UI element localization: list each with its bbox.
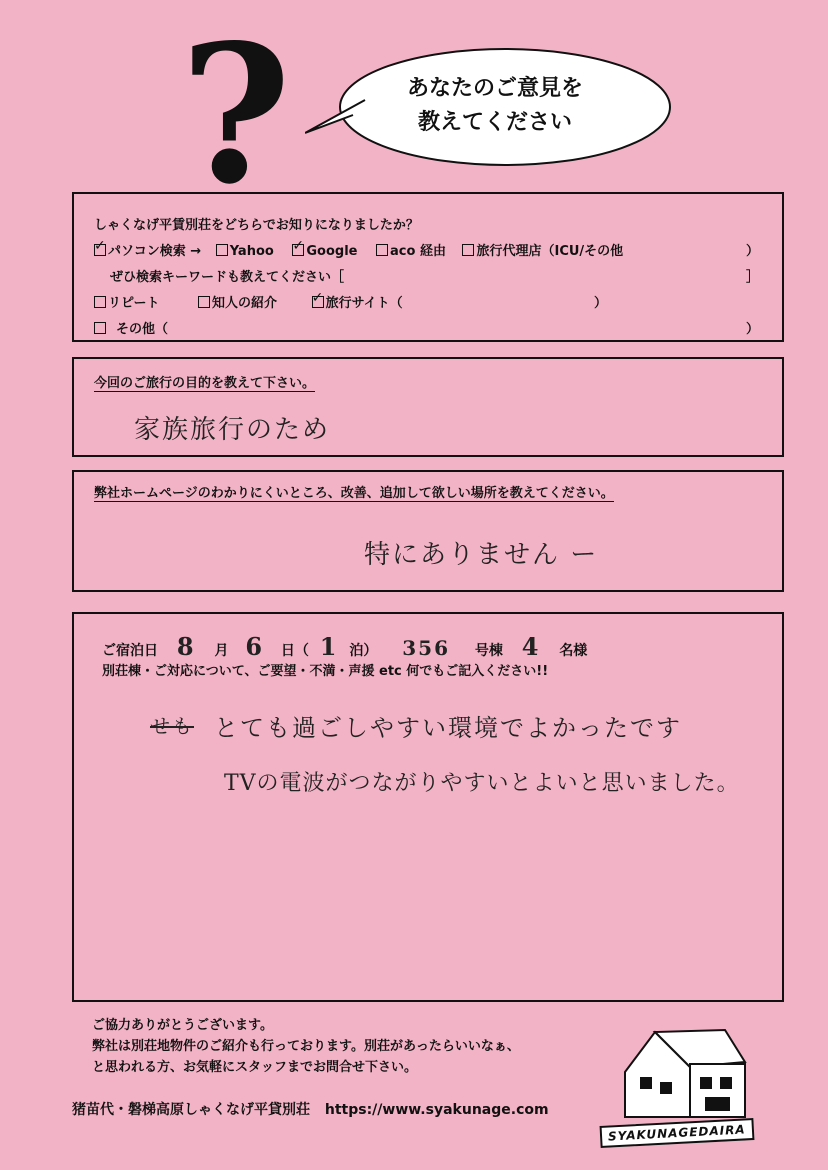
checkbox-other[interactable] (94, 322, 106, 334)
checkbox-repeat[interactable] (94, 296, 106, 308)
site-name: 猪苗代・磐梯高原しゃくなげ平貸別荘 (72, 1102, 310, 1118)
nights-label: 泊） (349, 643, 378, 659)
source-row-1 (94, 240, 623, 259)
option-other[interactable]: その他（ (94, 318, 168, 337)
section3-question: 弊社ホームページのわかりにくいところ、改善、追加して欲しい場所を教えてください。 (94, 482, 614, 502)
option-pc-search[interactable]: ✓パソコン検索 → (94, 244, 201, 259)
stay-prefix: ご宿泊日 (102, 643, 158, 659)
source-row-3 (94, 292, 403, 311)
travel-purpose-section (72, 357, 784, 457)
checkbox-travel-site[interactable] (312, 296, 324, 308)
bubble-line-2: 教えてください (417, 110, 572, 135)
checkbox-pc-search[interactable] (94, 244, 106, 256)
keyword-label: ぜひ検索キーワードも教えてください［ (110, 270, 345, 285)
answer-line-2[interactable]: TVの電波がつながりやすいとよいと思いました。 (224, 771, 740, 796)
other-close-paren: ） (746, 322, 760, 337)
section1-question: しゃくなげ平賃別荘をどちらでお知りになりましたか？ (94, 218, 419, 233)
room-value[interactable]: 356 (402, 636, 450, 660)
nights-value[interactable]: 1 (319, 632, 339, 661)
option-repeat[interactable]: リピート (94, 296, 159, 311)
footer-message (92, 1015, 520, 1078)
option-google[interactable]: ✓ Google (292, 244, 357, 259)
day-value[interactable]: 6 (245, 632, 265, 661)
option-aco[interactable]: aco 経由 (376, 244, 446, 259)
option-referral[interactable]: 知人の紹介 (198, 296, 277, 311)
bubble-line-1: あなたのご意見を (406, 76, 583, 101)
option-yahoo[interactable]: Yahoo (216, 244, 274, 259)
brand-logo: SYAKUNAGEDAIRA (600, 1118, 755, 1148)
row1-close-paren: ） (746, 244, 760, 259)
section3-answer[interactable]: 特にありません ー (364, 540, 599, 570)
room-label: 号棟 (474, 643, 503, 659)
people-label: 名様 (559, 643, 588, 659)
month-label: 月 (214, 643, 229, 659)
checkbox-yahoo[interactable] (216, 244, 228, 256)
checkbox-google[interactable] (292, 244, 304, 256)
stay-info-row (102, 632, 587, 661)
footer-line-1: ご協力ありがとうございます。 (92, 1018, 273, 1033)
footer-line-3: と思われる方、お気軽にスタッフまでお問合せ下さい。 (92, 1060, 418, 1075)
checkbox-referral[interactable] (198, 296, 210, 308)
keyword-close-bracket: ］ (746, 270, 760, 285)
footer-line-2: 弊社は別荘地物件のご紹介も行っております。別荘があったらいいなぁ、 (92, 1039, 520, 1054)
site-url[interactable]: https://www.syakunage.com (324, 1102, 549, 1118)
how-did-you-know-section (72, 192, 784, 342)
section2-question: 今回のご旅行の目的を教えて下さい。 (94, 372, 315, 392)
stay-feedback-section (72, 612, 784, 1002)
answer-line-1[interactable]: とても過ごしやすい環境でよかったです (214, 714, 682, 742)
house-illustration (615, 1022, 765, 1122)
struck-text: せも (150, 714, 194, 738)
homepage-feedback-section (72, 470, 784, 592)
month-value[interactable]: 8 (176, 632, 196, 661)
bubble-text (365, 72, 625, 140)
day-label: 日（ (280, 643, 309, 659)
people-value[interactable]: 4 (521, 632, 541, 661)
question-mark-graphic: ? (180, 3, 292, 226)
section4-request: 別荘棟・ご対応について、ご要望・不満・声援 etc 何でもご記入ください!! (102, 664, 549, 679)
section2-answer[interactable]: 家族旅行のため (134, 415, 331, 445)
site-info (72, 1099, 549, 1119)
row3-close-paren: ） (594, 296, 608, 311)
option-travel-site[interactable]: ✓ 旅行サイト（ (312, 296, 403, 311)
checkbox-aco[interactable] (376, 244, 388, 256)
option-travel-agency[interactable]: 旅行代理店（ICU/その他 (462, 244, 623, 259)
checkbox-travel-agency[interactable] (462, 244, 474, 256)
